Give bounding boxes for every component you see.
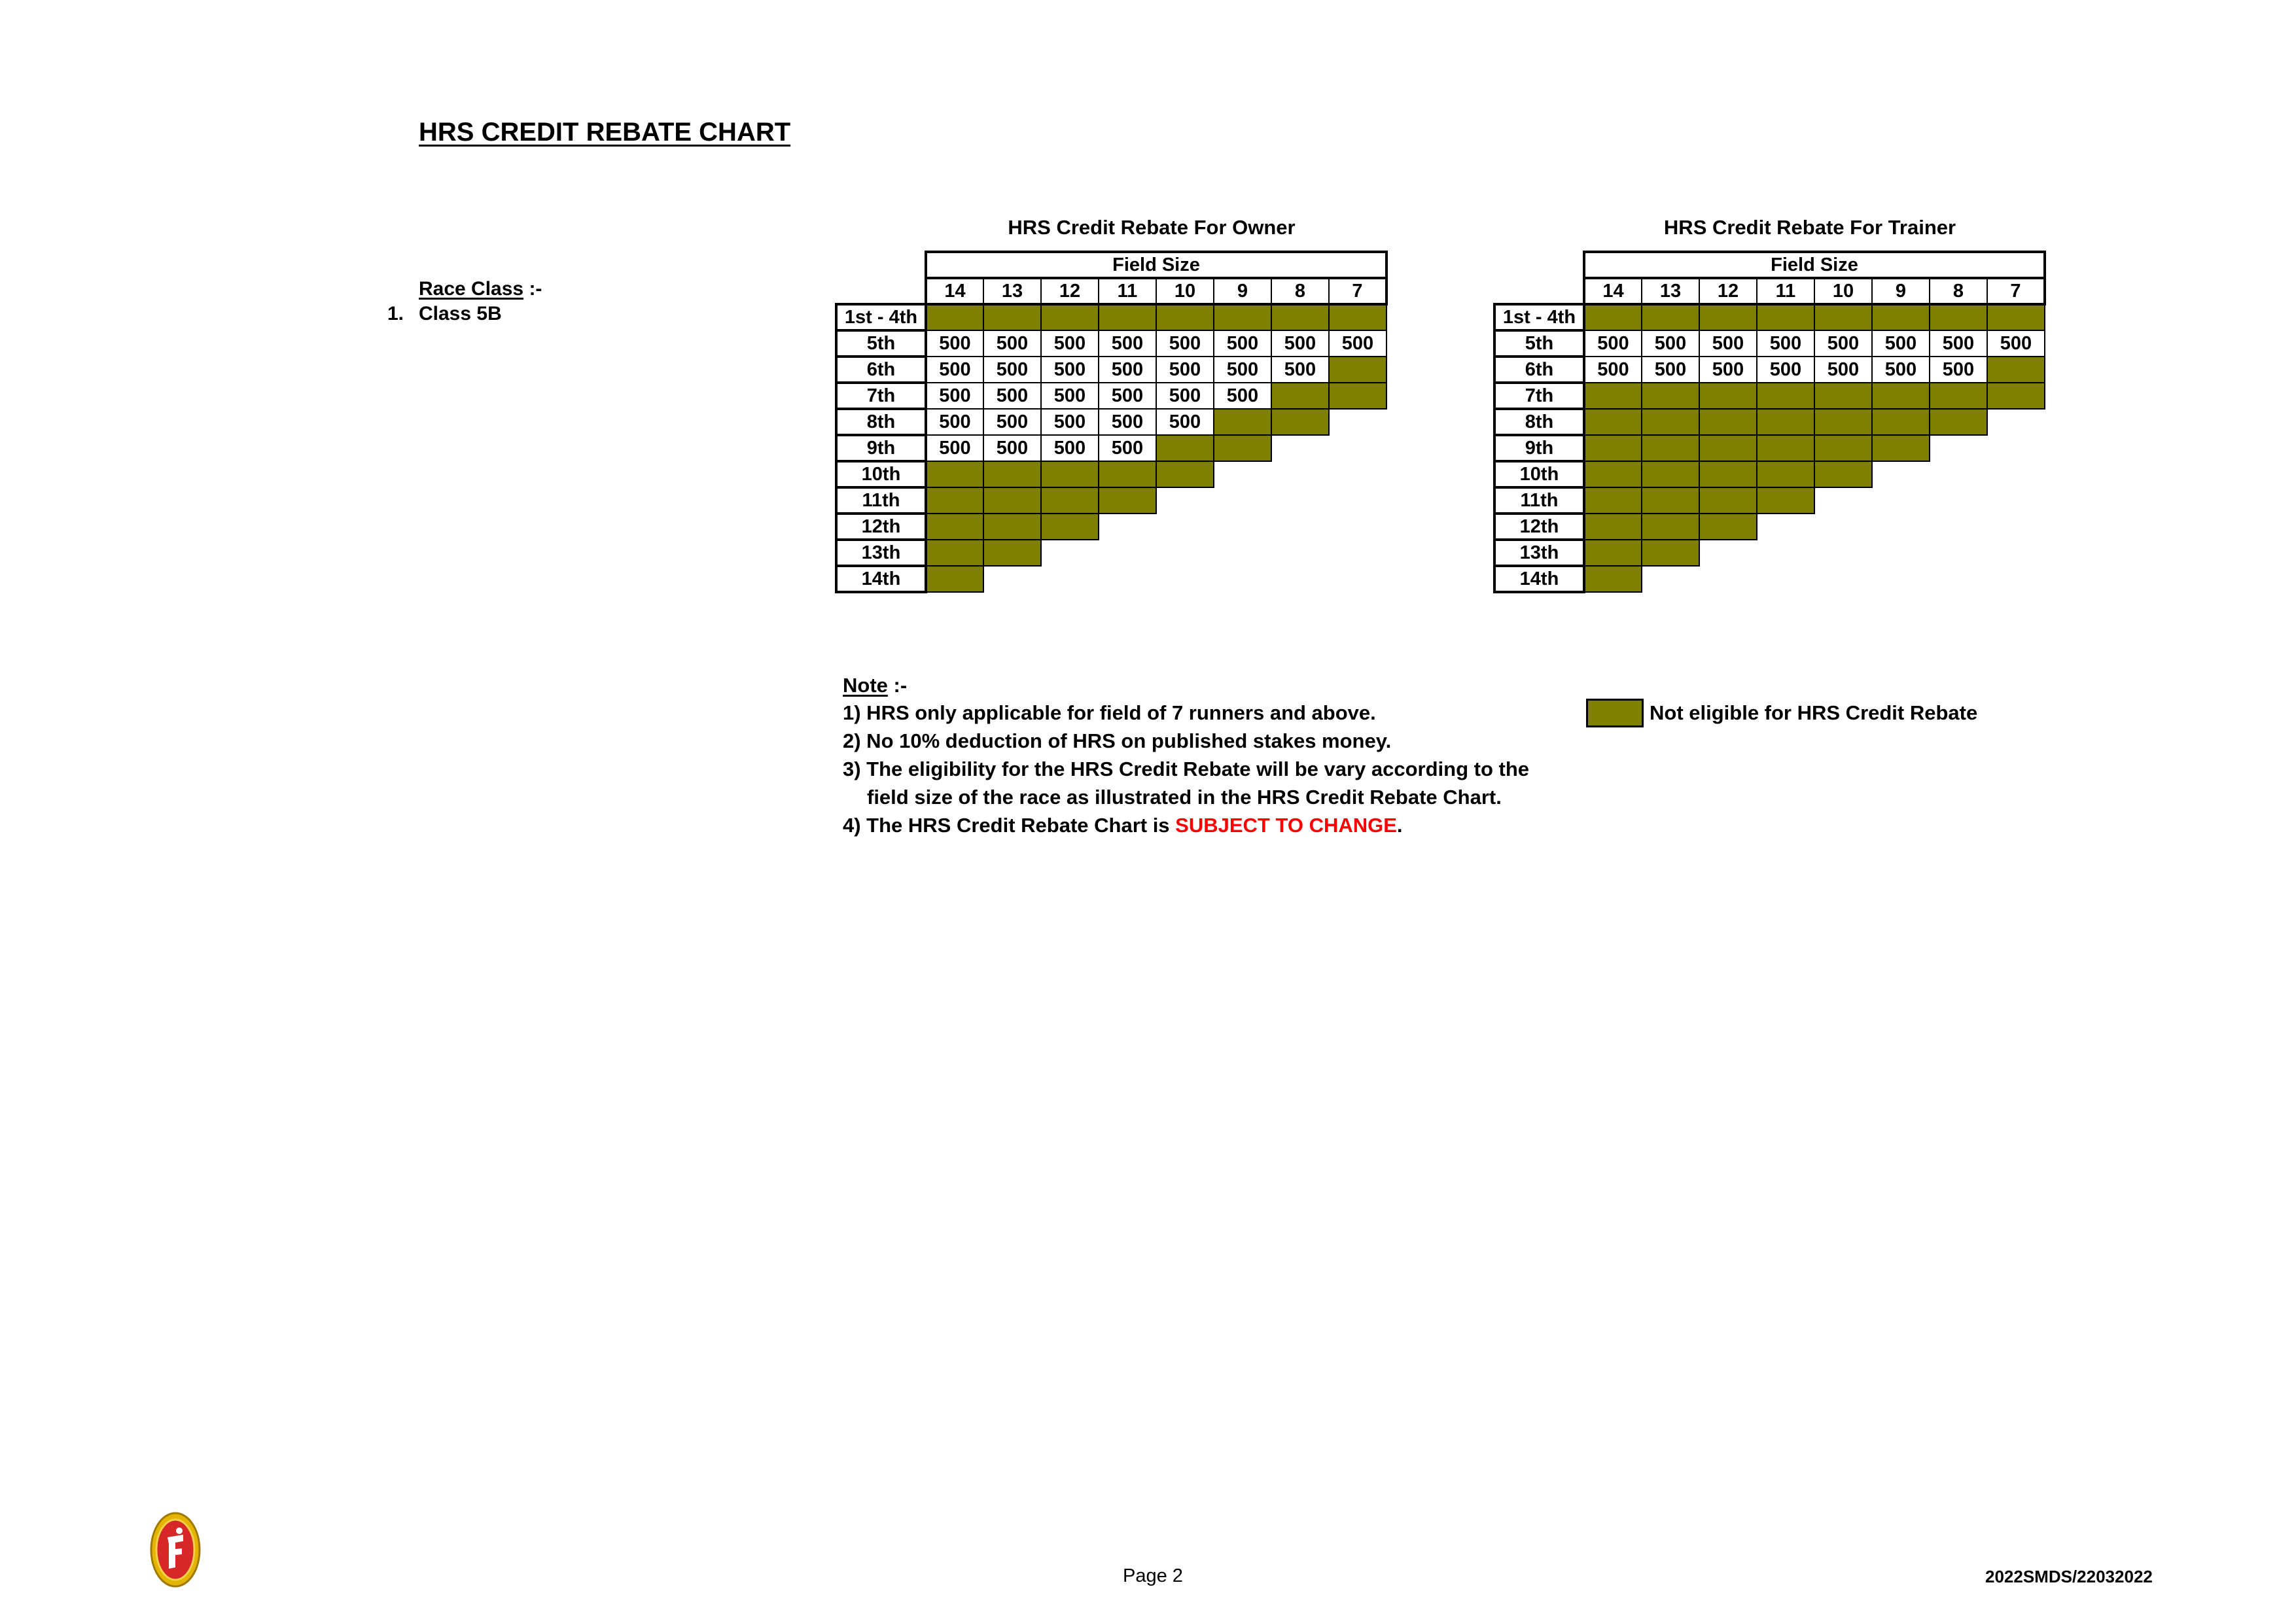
owner-rebate-value: 500 bbox=[1271, 357, 1329, 383]
table-row bbox=[836, 487, 1386, 514]
owner-rebate-value: 500 bbox=[1099, 357, 1156, 383]
owner-empty-cell bbox=[1329, 487, 1386, 514]
table-row bbox=[836, 357, 1386, 383]
owner-rebate-value: 500 bbox=[983, 330, 1041, 357]
owner-placing-label: 6th bbox=[836, 357, 926, 383]
owner-rebate-value: 500 bbox=[1156, 357, 1214, 383]
trainer-ineligible-cell bbox=[1814, 409, 1872, 435]
owner-field-size-column: 8 bbox=[1271, 278, 1329, 304]
table-row bbox=[1494, 435, 2045, 461]
owner-empty-cell bbox=[1214, 514, 1271, 540]
trainer-ineligible-cell bbox=[1642, 435, 1699, 461]
trainer-rebate-value: 500 bbox=[1699, 357, 1757, 383]
trainer-placing-label: 1st - 4th bbox=[1494, 304, 1584, 330]
trainer-ineligible-cell bbox=[1757, 304, 1814, 330]
trainer-ineligible-cell bbox=[1757, 409, 1814, 435]
owner-placing-label: 12th bbox=[836, 514, 926, 540]
owner-placing-label: 8th bbox=[836, 409, 926, 435]
trainer-ineligible-cell bbox=[1930, 304, 1987, 330]
trainer-ineligible-cell bbox=[1584, 566, 1642, 592]
table-row bbox=[836, 330, 1386, 357]
page-number: Page 2 bbox=[1123, 1565, 1183, 1586]
trainer-ineligible-cell bbox=[1584, 514, 1642, 540]
trainer-ineligible-cell bbox=[1699, 487, 1757, 514]
owner-ineligible-cell bbox=[926, 540, 983, 566]
trainer-ineligible-cell bbox=[1699, 383, 1757, 409]
trainer-field-size-column: 10 bbox=[1814, 278, 1872, 304]
owner-empty-cell bbox=[983, 566, 1041, 592]
trainer-field-size-column: 14 bbox=[1584, 278, 1642, 304]
owner-empty-cell bbox=[1329, 461, 1386, 487]
trainer-placing-label: 8th bbox=[1494, 409, 1584, 435]
table-row bbox=[836, 435, 1386, 461]
legend-label: Not eligible for HRS Credit Rebate bbox=[1650, 701, 1978, 724]
trainer-corner bbox=[1494, 278, 1584, 304]
owner-rebate-value: 500 bbox=[1214, 330, 1271, 357]
table-row bbox=[836, 566, 1386, 592]
owner-ineligible-cell bbox=[1271, 409, 1329, 435]
race-class-item-label: Class 5B bbox=[419, 303, 502, 324]
trainer-rebate-value: 500 bbox=[1642, 357, 1699, 383]
trainer-corner bbox=[1494, 252, 1584, 278]
owner-rebate-value: 500 bbox=[1041, 409, 1099, 435]
trainer-ineligible-cell bbox=[1642, 540, 1699, 566]
owner-ineligible-cell bbox=[1329, 383, 1386, 409]
owner-empty-cell bbox=[1271, 435, 1329, 461]
trainer-empty-cell bbox=[1930, 514, 1987, 540]
owner-placing-label: 14th bbox=[836, 566, 926, 592]
trainer-rebate-value: 500 bbox=[1699, 330, 1757, 357]
trainer-rebate-table bbox=[1493, 251, 2046, 593]
owner-empty-cell bbox=[1099, 540, 1156, 566]
trainer-ineligible-cell bbox=[1699, 304, 1757, 330]
note-line-4 bbox=[843, 814, 1403, 837]
trainer-rebate-value: 500 bbox=[1584, 357, 1642, 383]
owner-empty-cell bbox=[1214, 461, 1271, 487]
owner-empty-cell bbox=[1099, 566, 1156, 592]
table-row bbox=[836, 304, 1386, 330]
trainer-ineligible-cell bbox=[1584, 304, 1642, 330]
owner-ineligible-cell bbox=[1329, 304, 1386, 330]
owner-field-size-column: 9 bbox=[1214, 278, 1271, 304]
trainer-ineligible-cell bbox=[1930, 409, 1987, 435]
trainer-empty-cell bbox=[1872, 487, 1930, 514]
owner-rebate-value: 500 bbox=[1099, 409, 1156, 435]
trainer-rebate-value: 500 bbox=[1930, 330, 1987, 357]
trainer-rebate-value: 500 bbox=[1987, 330, 2045, 357]
table-row bbox=[1494, 514, 2045, 540]
trainer-rebate-value: 500 bbox=[1642, 330, 1699, 357]
note-heading bbox=[843, 674, 907, 697]
trainer-placing-label: 9th bbox=[1494, 435, 1584, 461]
trainer-field-size-column: 12 bbox=[1699, 278, 1757, 304]
trainer-empty-cell bbox=[1987, 409, 2045, 435]
trainer-field-size-column: 13 bbox=[1642, 278, 1699, 304]
owner-ineligible-cell bbox=[1156, 304, 1214, 330]
trainer-empty-cell bbox=[1930, 435, 1987, 461]
owner-ineligible-cell bbox=[983, 487, 1041, 514]
club-crest-logo bbox=[149, 1511, 202, 1588]
owner-rebate-table bbox=[835, 251, 1388, 593]
trainer-placing-label: 5th bbox=[1494, 330, 1584, 357]
trainer-field-size-column: 9 bbox=[1872, 278, 1930, 304]
trainer-placing-label: 6th bbox=[1494, 357, 1584, 383]
trainer-empty-cell bbox=[1987, 540, 2045, 566]
owner-ineligible-cell bbox=[1271, 304, 1329, 330]
trainer-ineligible-cell bbox=[1814, 461, 1872, 487]
owner-ineligible-cell bbox=[1099, 461, 1156, 487]
trainer-field-size-column: 8 bbox=[1930, 278, 1987, 304]
trainer-empty-cell bbox=[1872, 461, 1930, 487]
note-line-1: 1) HRS only applicable for field of 7 runners and above. bbox=[843, 701, 1376, 724]
trainer-ineligible-cell bbox=[1814, 304, 1872, 330]
trainer-ineligible-cell bbox=[1872, 409, 1930, 435]
trainer-empty-cell bbox=[1699, 566, 1757, 592]
owner-rebate-value: 500 bbox=[983, 435, 1041, 461]
trainer-ineligible-cell bbox=[1757, 461, 1814, 487]
trainer-ineligible-cell bbox=[1642, 383, 1699, 409]
trainer-empty-cell bbox=[1814, 566, 1872, 592]
trainer-empty-cell bbox=[1987, 461, 2045, 487]
table-row bbox=[1494, 304, 2045, 330]
trainer-rebate-value: 500 bbox=[1930, 357, 1987, 383]
trainer-empty-cell bbox=[1930, 540, 1987, 566]
trainer-empty-cell bbox=[1930, 566, 1987, 592]
owner-rebate-value: 500 bbox=[1041, 435, 1099, 461]
race-class-heading bbox=[419, 278, 542, 300]
owner-ineligible-cell bbox=[1271, 383, 1329, 409]
trainer-empty-cell bbox=[1642, 566, 1699, 592]
trainer-placing-label: 11th bbox=[1494, 487, 1584, 514]
trainer-ineligible-cell bbox=[1987, 383, 2045, 409]
owner-placing-label: 11th bbox=[836, 487, 926, 514]
trainer-empty-cell bbox=[1930, 461, 1987, 487]
owner-empty-cell bbox=[1214, 540, 1271, 566]
race-class-item-number: 1. bbox=[387, 303, 404, 324]
trainer-ineligible-cell bbox=[1642, 304, 1699, 330]
owner-ineligible-cell bbox=[983, 514, 1041, 540]
owner-rebate-value: 500 bbox=[1156, 330, 1214, 357]
trainer-empty-cell bbox=[1872, 566, 1930, 592]
trainer-empty-cell bbox=[1872, 514, 1930, 540]
trainer-empty-cell bbox=[1757, 514, 1814, 540]
club-crest-icon bbox=[149, 1511, 202, 1588]
trainer-ineligible-cell bbox=[1642, 514, 1699, 540]
trainer-rebate-value: 500 bbox=[1584, 330, 1642, 357]
owner-rebate-value: 500 bbox=[1099, 330, 1156, 357]
trainer-ineligible-cell bbox=[1584, 383, 1642, 409]
trainer-ineligible-cell bbox=[1642, 461, 1699, 487]
table-row bbox=[836, 540, 1386, 566]
owner-placing-label: 10th bbox=[836, 461, 926, 487]
race-class-item bbox=[387, 303, 502, 325]
owner-empty-cell bbox=[1271, 566, 1329, 592]
trainer-placing-label: 14th bbox=[1494, 566, 1584, 592]
owner-rebate-value: 500 bbox=[1099, 435, 1156, 461]
owner-empty-cell bbox=[1156, 540, 1214, 566]
trainer-empty-cell bbox=[1987, 514, 2045, 540]
trainer-ineligible-cell bbox=[1584, 435, 1642, 461]
table-row bbox=[836, 383, 1386, 409]
owner-rebate-value: 500 bbox=[1041, 330, 1099, 357]
owner-empty-cell bbox=[1041, 540, 1099, 566]
document-code: 2022SMDS/22032022 bbox=[1985, 1567, 2153, 1586]
owner-rebate-value: 500 bbox=[983, 409, 1041, 435]
owner-rebate-value: 500 bbox=[1156, 409, 1214, 435]
owner-empty-cell bbox=[1271, 461, 1329, 487]
trainer-field-size-column: 7 bbox=[1987, 278, 2045, 304]
trainer-ineligible-cell bbox=[1699, 461, 1757, 487]
owner-empty-cell bbox=[1329, 566, 1386, 592]
owner-empty-cell bbox=[1041, 566, 1099, 592]
owner-rebate-value: 500 bbox=[926, 409, 983, 435]
trainer-ineligible-cell bbox=[1757, 487, 1814, 514]
owner-empty-cell bbox=[1271, 487, 1329, 514]
owner-table-title: HRS Credit Rebate For Owner bbox=[1008, 216, 1296, 239]
owner-rebate-value: 500 bbox=[1156, 383, 1214, 409]
trainer-ineligible-cell bbox=[1987, 304, 2045, 330]
note-heading-suffix: :- bbox=[887, 674, 908, 697]
owner-ineligible-cell bbox=[1156, 461, 1214, 487]
note-line-3: 3) The eligibility for the HRS Credit Rebate will be vary according to the bbox=[843, 758, 1530, 780]
table-row bbox=[836, 409, 1386, 435]
owner-rebate-value: 500 bbox=[926, 330, 983, 357]
owner-field-size-column: 10 bbox=[1156, 278, 1214, 304]
trainer-empty-cell bbox=[1814, 514, 1872, 540]
owner-placing-label: 7th bbox=[836, 383, 926, 409]
trainer-placing-label: 12th bbox=[1494, 514, 1584, 540]
trainer-ineligible-cell bbox=[1584, 540, 1642, 566]
owner-ineligible-cell bbox=[983, 304, 1041, 330]
owner-ineligible-cell bbox=[1041, 461, 1099, 487]
owner-empty-cell bbox=[1329, 409, 1386, 435]
owner-ineligible-cell bbox=[1041, 304, 1099, 330]
owner-placing-label: 13th bbox=[836, 540, 926, 566]
trainer-placing-label: 10th bbox=[1494, 461, 1584, 487]
note-line-4-prefix: 4) The HRS Credit Rebate Chart is bbox=[843, 814, 1176, 837]
trainer-rebate-value: 500 bbox=[1872, 357, 1930, 383]
trainer-ineligible-cell bbox=[1584, 461, 1642, 487]
trainer-ineligible-cell bbox=[1930, 383, 1987, 409]
table-row bbox=[1494, 330, 2045, 357]
owner-rebate-value: 500 bbox=[1329, 330, 1386, 357]
owner-empty-cell bbox=[1329, 540, 1386, 566]
owner-empty-cell bbox=[1271, 540, 1329, 566]
trainer-empty-cell bbox=[1814, 540, 1872, 566]
owner-empty-cell bbox=[1156, 514, 1214, 540]
owner-empty-cell bbox=[1214, 566, 1271, 592]
trainer-empty-cell bbox=[1930, 487, 1987, 514]
trainer-empty-cell bbox=[1987, 566, 2045, 592]
note-heading-label: Note bbox=[843, 674, 888, 697]
legend-swatch bbox=[1586, 699, 1644, 727]
owner-ineligible-cell bbox=[1099, 487, 1156, 514]
trainer-empty-cell bbox=[1757, 540, 1814, 566]
owner-field-size-column: 7 bbox=[1329, 278, 1386, 304]
owner-empty-cell bbox=[1214, 487, 1271, 514]
owner-field-size-column: 12 bbox=[1041, 278, 1099, 304]
owner-rebate-value: 500 bbox=[1271, 330, 1329, 357]
owner-ineligible-cell bbox=[1329, 357, 1386, 383]
owner-empty-cell bbox=[1271, 514, 1329, 540]
owner-placing-label: 5th bbox=[836, 330, 926, 357]
table-row bbox=[1494, 357, 2045, 383]
owner-ineligible-cell bbox=[1214, 304, 1271, 330]
owner-ineligible-cell bbox=[926, 487, 983, 514]
trainer-rebate-value: 500 bbox=[1872, 330, 1930, 357]
owner-empty-cell bbox=[1099, 514, 1156, 540]
table-row bbox=[836, 514, 1386, 540]
trainer-empty-cell bbox=[1987, 435, 2045, 461]
owner-placing-label: 1st - 4th bbox=[836, 304, 926, 330]
trainer-field-size-header: Field Size bbox=[1584, 252, 2045, 278]
owner-empty-cell bbox=[1156, 487, 1214, 514]
owner-ineligible-cell bbox=[926, 304, 983, 330]
owner-ineligible-cell bbox=[983, 540, 1041, 566]
trainer-ineligible-cell bbox=[1757, 383, 1814, 409]
owner-field-size-header: Field Size bbox=[926, 252, 1386, 278]
trainer-table-title: HRS Credit Rebate For Trainer bbox=[1663, 216, 1956, 239]
trainer-ineligible-cell bbox=[1699, 435, 1757, 461]
trainer-ineligible-cell bbox=[1584, 409, 1642, 435]
race-class-suffix: :- bbox=[523, 278, 542, 300]
note-line-4-suffix: . bbox=[1396, 814, 1403, 837]
owner-field-size-column: 14 bbox=[926, 278, 983, 304]
owner-rebate-value: 500 bbox=[926, 435, 983, 461]
owner-rebate-value: 500 bbox=[1041, 357, 1099, 383]
note-line-2: 2) No 10% deduction of HRS on published stakes money. bbox=[843, 729, 1392, 752]
owner-placing-label: 9th bbox=[836, 435, 926, 461]
owner-rebate-value: 500 bbox=[926, 383, 983, 409]
trainer-empty-cell bbox=[1757, 566, 1814, 592]
owner-empty-cell bbox=[1156, 566, 1214, 592]
owner-ineligible-cell bbox=[926, 566, 983, 592]
owner-rebate-value: 500 bbox=[983, 383, 1041, 409]
owner-ineligible-cell bbox=[1099, 304, 1156, 330]
owner-empty-cell bbox=[1329, 514, 1386, 540]
owner-ineligible-cell bbox=[1214, 409, 1271, 435]
trainer-ineligible-cell bbox=[1699, 514, 1757, 540]
trainer-ineligible-cell bbox=[1642, 409, 1699, 435]
owner-field-size-column: 11 bbox=[1099, 278, 1156, 304]
owner-rebate-value: 500 bbox=[1214, 357, 1271, 383]
owner-rebate-value: 500 bbox=[983, 357, 1041, 383]
trainer-empty-cell bbox=[1987, 487, 2045, 514]
owner-rebate-value: 500 bbox=[926, 357, 983, 383]
owner-ineligible-cell bbox=[926, 461, 983, 487]
owner-rebate-value: 500 bbox=[1041, 383, 1099, 409]
trainer-placing-label: 7th bbox=[1494, 383, 1584, 409]
trainer-rebate-value: 500 bbox=[1814, 330, 1872, 357]
table-row bbox=[836, 461, 1386, 487]
page-title: HRS CREDIT REBATE CHART bbox=[419, 118, 791, 147]
table-row bbox=[1494, 409, 2045, 435]
trainer-field-size-column: 11 bbox=[1757, 278, 1814, 304]
trainer-empty-cell bbox=[1872, 540, 1930, 566]
owner-corner bbox=[836, 252, 926, 278]
owner-ineligible-cell bbox=[1041, 514, 1099, 540]
trainer-ineligible-cell bbox=[1584, 487, 1642, 514]
trainer-ineligible-cell bbox=[1987, 357, 2045, 383]
owner-rebate-value: 500 bbox=[1214, 383, 1271, 409]
owner-corner bbox=[836, 278, 926, 304]
owner-ineligible-cell bbox=[926, 514, 983, 540]
trainer-ineligible-cell bbox=[1872, 383, 1930, 409]
trainer-empty-cell bbox=[1814, 487, 1872, 514]
table-row bbox=[1494, 566, 2045, 592]
owner-empty-cell bbox=[1329, 435, 1386, 461]
owner-field-size-column: 13 bbox=[983, 278, 1041, 304]
table-row bbox=[1494, 487, 2045, 514]
trainer-rebate-value: 500 bbox=[1814, 357, 1872, 383]
owner-ineligible-cell bbox=[1214, 435, 1271, 461]
owner-rebate-value: 500 bbox=[1099, 383, 1156, 409]
trainer-rebate-value: 500 bbox=[1757, 357, 1814, 383]
race-class-label: Race Class bbox=[419, 278, 524, 300]
table-row bbox=[1494, 461, 2045, 487]
trainer-ineligible-cell bbox=[1872, 435, 1930, 461]
owner-ineligible-cell bbox=[1041, 487, 1099, 514]
owner-ineligible-cell bbox=[1156, 435, 1214, 461]
trainer-ineligible-cell bbox=[1699, 409, 1757, 435]
subject-to-change-text: SUBJECT TO CHANGE bbox=[1175, 814, 1397, 837]
table-row bbox=[1494, 383, 2045, 409]
trainer-ineligible-cell bbox=[1642, 487, 1699, 514]
owner-ineligible-cell bbox=[983, 461, 1041, 487]
trainer-ineligible-cell bbox=[1757, 435, 1814, 461]
trainer-ineligible-cell bbox=[1814, 435, 1872, 461]
trainer-ineligible-cell bbox=[1872, 304, 1930, 330]
note-line-3-continued: field size of the race as illustrated in the HRS Credit Rebate Chart. bbox=[867, 786, 1502, 809]
trainer-placing-label: 13th bbox=[1494, 540, 1584, 566]
table-row bbox=[1494, 540, 2045, 566]
trainer-rebate-value: 500 bbox=[1757, 330, 1814, 357]
trainer-empty-cell bbox=[1699, 540, 1757, 566]
trainer-ineligible-cell bbox=[1814, 383, 1872, 409]
